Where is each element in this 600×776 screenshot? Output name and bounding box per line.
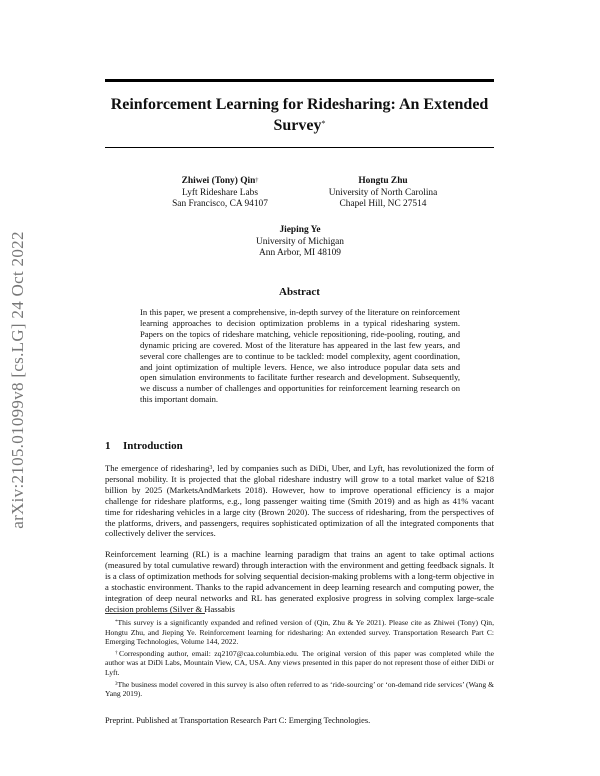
author-block-2 [308, 176, 458, 211]
paper-title [105, 94, 494, 136]
footnote-item: $^3$The business model covered in this survey is also often referred to as ‘ride-sourcing’ or ‘on-demand ride services’ (Wang & Yang 2019). [105, 679, 494, 699]
footnote-ref: 3 [209, 465, 213, 471]
paper-title-text: Reinforcement Learning for Ridesharing: An Extended Survey [110, 96, 489, 134]
title-footnote-mark: * [321, 119, 326, 128]
author-block-3 [225, 225, 375, 260]
section-number: 1 [105, 440, 111, 452]
footnote-rule [105, 613, 205, 614]
arxiv-side-stamp [0, 210, 38, 550]
author-location: Chapel Hill, NC 27514 [339, 199, 427, 210]
author-name: Hongtu Zhu [358, 176, 408, 186]
preprint-notice: Preprint. Published at Transportation Research Part C: Emerging Technologies. [105, 716, 371, 725]
intro-paragraph-2: Reinforcement learning (RL) is a machine learning paradigm that trains an agent to take optimal actions (measured by total cumulative reward) through interaction with the environment and getting feedback signals. It is a class of optimization methods for solving sequential decision-making problems with a long-term objective in a stochastic environment. Thanks to the rapid advancement in deep learning research and computing power, the integration of deep neural networks and RL has generated explosive progress in solving complex large-scale decision problems (Silver & Hassabis [105, 549, 494, 614]
footnotes [105, 618, 494, 701]
author-affiliation: University of Michigan [255, 236, 344, 247]
author-block-1 [150, 176, 290, 211]
author-affiliation: University of North Carolina [328, 187, 438, 198]
author-affiliation: Lyft Rideshare Labs [181, 187, 259, 198]
section-heading-introduction [105, 440, 183, 452]
author-location: Ann Arbor, MI 48109 [259, 248, 341, 259]
arxiv-identifier: arXiv:2105.01099v8 [cs.LG] 24 Oct 2022 [8, 231, 27, 529]
section-title: Introduction [123, 440, 183, 452]
footnote-item: †Corresponding author, email: zq2107@caa.columbia.edu. The original version of this paper was completed while the author was at DiDi Labs, Mountain View, CA, USA. Any views presented in this paper do not represent those of either DiDi or Lyft. [105, 648, 494, 677]
author-location: San Francisco, CA 94107 [172, 199, 268, 210]
abstract-heading: Abstract [279, 286, 320, 298]
title-top-rule [105, 79, 494, 82]
author-name: Zhiwei (Tony) Qin† [181, 176, 259, 186]
abstract-body: In this paper, we present a comprehensive, in-depth survey of the literature on reinforcement learning approaches to decision optimization problems in a typical ridesharing system. Papers on the topics of rideshare matching, vehicle repositioning, ride-pooling, routing, and dynamic pricing are covered. Most of the literature has appeared in the last few years, and several core challenges are to continue to be tackled: model complexity, agent coordination, and joint optimization of multiple levers. Hence, we also introduce popular data sets and open simulation environments to facilitate further research and development. Subsequently, we discuss a number of challenges and opportunities for reinforcement learning research on this important domain. [140, 307, 460, 405]
intro-paragraph-1: The emergence of ridesharing$^3$, led by companies such as DiDi, Uber, and Lyft, has revolutionized the form of personal mobility. It is projected that the global rideshare industry will grow to a total market value of $218 billion by 2025 (MarketsAndMarkets 2018). However, how to improve operational efficiency is a major challenge for rideshare platforms, e.g., long passenger waiting time (Smith 2019) and as high as 41% vacant time for ridesharing vehicles in a large city (Brown 2020). The success of ridesharing, from the perspectives of the platforms, drivers, and passengers, requires sophisticated optimization of all the integrated components that collectively deliver the services. [105, 463, 494, 539]
title-bottom-rule [105, 147, 494, 148]
author-name: Jieping Ye [279, 225, 321, 235]
footnote-item: *This survey is a significantly expanded and refined version of (Qin, Zhu & Ye 2021). Please cite as Zhiwei (Tony) Qin, Hongtu Zhu, and Jieping Ye. Reinforcement learning for ridesharing: An extended survey. Transportation Research Part C: Emerging Technologies, Volume 144, 2022. [105, 618, 494, 647]
